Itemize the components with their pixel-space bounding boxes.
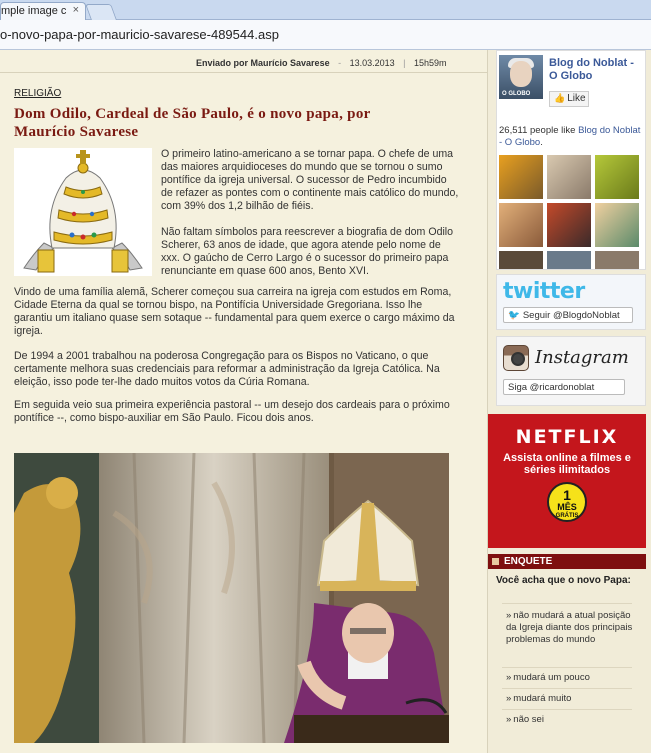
fan-avatar[interactable]: [499, 251, 543, 269]
article-paragraph: De 1994 a 2001 trabalhou na poderosa Congregação para os Bispos no Vaticano, o que certamente melhora suas credenciais para reformar a administração da Igreja Católica. Na eleição, isso pode ter-lhe dado muitos votos da Cúria Romana.: [14, 350, 440, 388]
twitter-bird-icon: 🐦: [508, 310, 520, 321]
netflix-ad-text: Assista online a filmes e séries ilimitados: [503, 452, 631, 476]
divider: [502, 667, 632, 668]
like-count-suffix: .: [540, 137, 543, 148]
byline-separator: -: [338, 58, 342, 68]
browser-tab[interactable]: [0, 2, 86, 20]
chevron-right-icon: »: [506, 714, 512, 725]
instagram-box: [496, 336, 646, 406]
divider: [0, 72, 487, 73]
cardinal-photo: [14, 453, 449, 743]
article-column: [0, 50, 487, 753]
byline-author[interactable]: Maurício Savarese: [250, 58, 330, 68]
square-bullet-icon: [492, 558, 499, 565]
like-count-text: 26,511 people like: [499, 125, 576, 136]
poll-option-label: mudará um pouco: [513, 672, 590, 683]
article-paragraph: Vindo de uma família alemã, Scherer começou sua carreira na igreja com estudos em Roma, Cidade Eterna da qual se tornou bispo, na Pontifícia Universidade Gregoriana. Isso lhe garantiu um italiano quase sem sotaque -- fundamental para quem exerce o cargo máximo da igreja.: [14, 286, 455, 337]
facebook-fan-faces: [499, 155, 645, 269]
instagram-follow-button[interactable]: Siga @ricardonoblat: [503, 379, 625, 395]
divider: [502, 709, 632, 710]
badge-note: GRÁTIS: [555, 513, 579, 519]
poll-header: [488, 554, 646, 569]
poll-option[interactable]: [506, 672, 636, 684]
netflix-logo: NETFLIX: [515, 426, 619, 448]
article-paragraph: Em seguida veio sua primeira experiência pastoral -- um desejo dos cardeais para o próximo pontífice --, como bispo-auxiliar em São Paulo. Ficou dois anos.: [14, 399, 450, 424]
byline-separator: |: [403, 58, 406, 68]
fan-avatar[interactable]: [595, 203, 639, 247]
url-text[interactable]: o-novo-papa-por-mauricio-savarese-489544.asp: [0, 27, 279, 42]
facebook-like-count: [499, 125, 645, 149]
poll-option[interactable]: [506, 714, 636, 726]
article-paragraph: Não faltam símbolos para reescrever a biografia de dom Odilo Scherer, 63 anos de idade, que agora atende pelo nome de xxx. O gaúcho de Cerro Largo é o sucessor do primeiro papa renunciante em quase 600 anos, Bento XVI.: [161, 226, 454, 277]
fan-avatar[interactable]: [499, 203, 543, 247]
twitter-follow-button[interactable]: [503, 307, 633, 323]
badge-unit: MÊS: [557, 502, 577, 512]
byline-date: 13.03.2013: [349, 58, 395, 68]
instagram-camera-icon[interactable]: [503, 345, 529, 371]
divider: [502, 603, 632, 604]
thumbs-up-icon: 👍: [554, 93, 566, 103]
like-label: Like: [567, 93, 586, 104]
badge-number: 1: [563, 487, 571, 503]
free-month-badge: [547, 482, 587, 522]
chevron-right-icon: »: [506, 610, 512, 621]
byline: [196, 58, 447, 68]
fan-avatar[interactable]: [595, 155, 639, 199]
twitter-box: [496, 274, 646, 330]
like-count-link[interactable]: Blog do Noblat - O Globo: [499, 125, 641, 148]
fan-avatar[interactable]: [595, 251, 639, 269]
new-tab-button[interactable]: [85, 4, 117, 20]
instagram-logo[interactable]: Instagram: [535, 347, 629, 368]
sidebar: [487, 50, 651, 753]
poll-header-title: ENQUETE: [504, 556, 553, 567]
twitter-follow-label: Seguir @BlogdoNoblat: [522, 310, 620, 321]
address-bar[interactable]: [0, 20, 651, 50]
fan-avatar[interactable]: [499, 155, 543, 199]
avatar-tag: O GLOBO: [502, 91, 531, 97]
chevron-right-icon: »: [506, 693, 512, 704]
fan-avatar[interactable]: [547, 155, 591, 199]
blog-avatar[interactable]: [499, 55, 543, 99]
byline-time: 15h59m: [414, 58, 447, 68]
poll-option-label: não sei: [513, 714, 544, 725]
fan-avatar[interactable]: [547, 203, 591, 247]
close-icon[interactable]: ×: [72, 4, 79, 16]
facebook-page-name[interactable]: Blog do Noblat - O Globo: [549, 57, 634, 82]
article-paragraph: O primeiro latino-americano a se tornar papa. O chefe de uma das maiores arquidioceses do mundo que se tornou o sumo pontífice da igreja universal. O sucessor de Pedro incumbido de refazer as pontes com o continente mais católico do mundo, com 39% dos 1,2 bilhão de fiéis.: [161, 148, 459, 212]
tab-title: mple image c: [1, 5, 67, 17]
poll-option-label: mudará muito: [513, 693, 572, 704]
twitter-logo[interactable]: twitter: [503, 279, 585, 304]
browser-tab-bar: [0, 0, 651, 20]
article-headline: Dom Odilo, Cardeal de São Paulo, é o novo papa, por Maurício Savarese: [14, 106, 371, 140]
section-link[interactable]: RELIGIÃO: [14, 88, 62, 99]
papal-tiara-image: [14, 148, 152, 276]
poll-option-label: não mudará a atual posição da Igreja diante dos principais problemas do mundo: [506, 610, 633, 645]
byline-prefix: Enviado por: [196, 58, 249, 68]
facebook-like-box: [496, 50, 646, 270]
poll-question: Você acha que o novo Papa:: [496, 575, 631, 586]
avatar-face: [510, 61, 532, 87]
fan-avatar[interactable]: [547, 251, 591, 269]
poll-option[interactable]: [506, 610, 636, 646]
facebook-like-button[interactable]: [549, 91, 589, 107]
divider: [502, 688, 632, 689]
chevron-right-icon: »: [506, 672, 512, 683]
poll-option[interactable]: [506, 693, 636, 705]
netflix-ad[interactable]: [488, 414, 646, 548]
